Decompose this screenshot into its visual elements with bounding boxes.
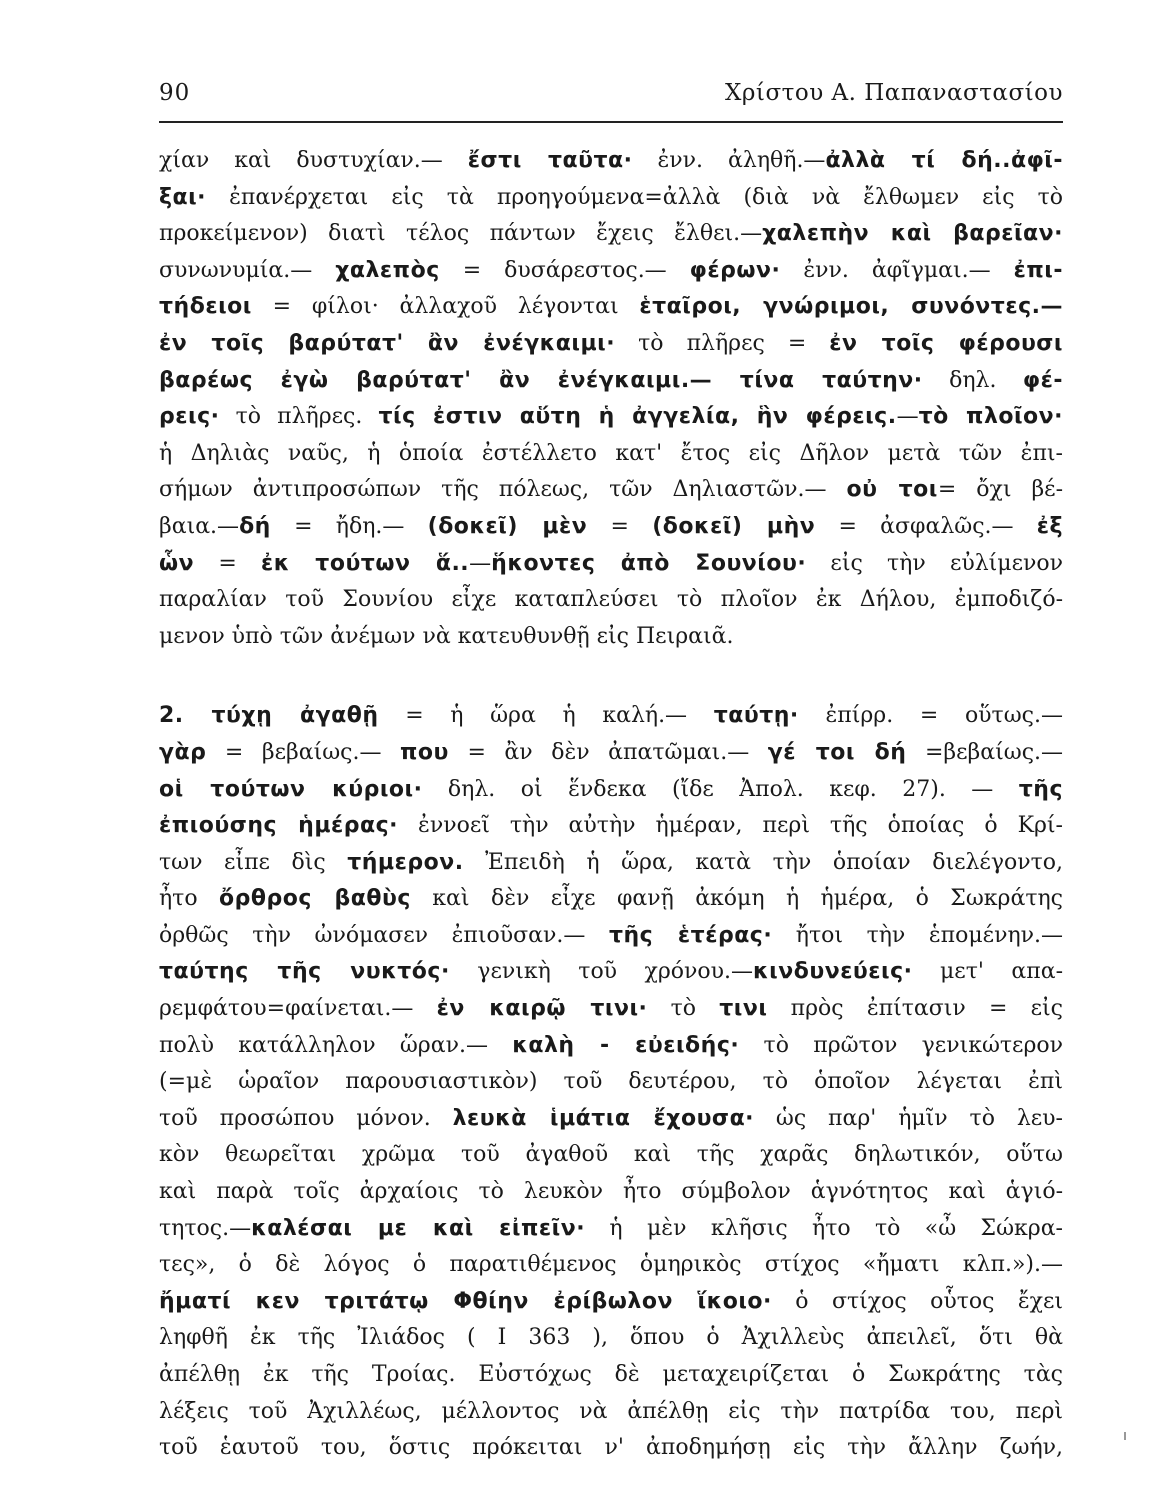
lemma-bold: 2. τύχῃ ἀγαθῇ (159, 703, 379, 729)
lemma-bold: ἐπιούσης ἡμέρας· (159, 813, 399, 839)
text-line (159, 143, 1063, 180)
text-run: = δυσάρεστος.— (439, 257, 690, 283)
text-run: σήμων ἀντιπροσώπων τῆς πόλεως, τῶν Δηλιαστῶν.— (159, 477, 847, 503)
text-line (159, 472, 1063, 509)
text-line (159, 1394, 1063, 1431)
text-line (159, 1137, 1063, 1174)
text-run: ἐπίρρ. = οὕτως.— (798, 703, 1063, 729)
text-run: τες», ὁ δὲ λόγος ὁ παρατιθέμενος ὁμηρικὸς στίχος «ἤματι κλπ.»).— (159, 1252, 1063, 1278)
lemma-bold: κινδυνεύεις· (753, 959, 913, 985)
lemma-bold: (δοκεῖ) μὲν (427, 513, 588, 539)
lemma-bold: ἥκοντες ἀπὸ Σουνίου· (491, 550, 807, 576)
lemma-bold: ἔστι ταῦτα· (467, 148, 633, 173)
text-line (159, 436, 1063, 473)
lemma-bold: καλὴ - εὐειδής· (512, 1032, 740, 1058)
text-line (159, 363, 1063, 400)
paragraph-gap (159, 655, 1063, 698)
text-run: μετ' απα- (912, 959, 1063, 985)
text-line (159, 881, 1063, 918)
margin-mark (1124, 1432, 1126, 1440)
commentary-text (159, 143, 1063, 1467)
lemma-bold: ἐπι- (1013, 257, 1063, 283)
text-run: ἡ μὲν κλῆσις ἦτο τὸ «ὦ Σώκρα- (585, 1215, 1063, 1241)
lemma-bold: οὐ τοι (846, 477, 938, 503)
text-run: — (896, 404, 919, 430)
text-run: ληφθῆ ἐκ τῆς Ἰλιάδος ( I 363 ), ὅπου ὁ Ἀχιλλεὺς ἀπειλεῖ, ὅτι θὰ (159, 1325, 1063, 1351)
lemma-bold: δή (239, 513, 271, 539)
text-run: τὸ πρῶτον γενικώτερον (739, 1032, 1063, 1058)
text-run: εἰς τὴν εὐλίμενον (806, 550, 1063, 576)
text-line (159, 546, 1063, 583)
lemma-bold: ἐκ τούτων ἅ.. (261, 550, 470, 576)
text-run: συνωνυμία.— (159, 257, 336, 283)
lemma-bold: που (400, 739, 449, 765)
text-run: ὀρθῶς τὴν ὠνόμασεν ἐπιοῦσαν.— (159, 922, 609, 948)
lemma-bold: ὧν (159, 550, 195, 576)
text-run: γενικὴ τοῦ χρόνου.— (449, 959, 754, 985)
running-head: Χρίστου Α. Παπαναστασίου (725, 80, 1063, 106)
lemma-bold: (δοκεῖ) μὴν (652, 513, 816, 539)
text-line (159, 735, 1063, 772)
text-line (159, 289, 1063, 326)
lemma-bold: τίς ἐστιν αὕτη ἡ ἀγγελία, ἣν φέρεις. (378, 404, 897, 430)
text-line (159, 772, 1063, 809)
lemma-bold: ξαι· (159, 184, 207, 210)
text-line (159, 1028, 1063, 1065)
text-run: ἤτοι τὴν ἑπομένην.— (772, 922, 1063, 948)
text-run: τοῦ ἑαυτοῦ του, ὅστις πρόκειται ν' ἀποδημήσῃ εἰς τὴν ἄλλην ζωήν, (159, 1435, 1063, 1461)
lemma-bold: ἐν τοῖς φέρουσι (829, 330, 1063, 356)
text-run: προκείμενον) διατὶ τέλος πάντων ἔχεις ἔλθει.— (159, 221, 763, 247)
lemma-bold: λευκὰ ἱμάτια ἔχουσα· (452, 1105, 755, 1131)
lemma-bold: ἐν καιρῷ τινι· (436, 996, 648, 1022)
text-run: =βεβαίως.— (906, 739, 1063, 765)
text-line (159, 509, 1063, 546)
text-run: ἐνν. ἀληθῆ.— (632, 148, 826, 173)
text-run: τὸ πλῆρες. (219, 404, 379, 430)
lemma-bold: οἱ τούτων κύριοι· (159, 776, 423, 802)
text-line (159, 1284, 1063, 1321)
text-line (159, 845, 1063, 882)
text-run: = ἂν δὲν ἀπατῶμαι.— (448, 739, 768, 765)
page-number: 90 (159, 80, 191, 106)
lemma-bold: φέ- (1022, 367, 1063, 393)
text-line (159, 399, 1063, 436)
text-run: τὸ (647, 996, 720, 1022)
text-run: των εἶπε δὶς (159, 849, 348, 875)
text-run: λέξεις τοῦ Ἀχιλλέως, μέλλοντος νὰ ἀπέλθῃ εἰς τὴν πατρίδα του, περὶ (159, 1398, 1063, 1424)
lemma-bold: τήμερον. (347, 849, 464, 875)
text-run: = ἡ ὥρα ἡ καλή.— (378, 703, 714, 729)
lemma-bold: ταύτης τῆς νυκτός· (159, 959, 450, 985)
lemma-bold: ἀλλὰ τί δή..ἀφῖ- (825, 148, 1063, 173)
text-line (159, 1320, 1063, 1357)
text-line (159, 1430, 1063, 1467)
text-run: = ὄχι βέ- (937, 477, 1063, 503)
text-line (159, 954, 1063, 991)
text-run: = (194, 550, 262, 576)
lemma-bold: γέ τοι δή (767, 739, 907, 765)
lemma-bold: χαλεπὸς (335, 257, 440, 283)
text-run: = φίλοι· ἀλλαχοῦ λέγονται (251, 294, 640, 320)
text-run: ἀπέλθῃ ἐκ τῆς Τροίας. Εὐστόχως δὲ μεταχειρίζεται ὁ Σωκράτης τὰς (159, 1362, 1063, 1387)
text-line (159, 180, 1063, 217)
lemma-bold: βαρέως ἐγὼ βαρύτατ' ἂν ἐνέγκαιμι.— τίνα ταύτην· (159, 367, 923, 393)
text-run: βαια.— (159, 513, 240, 539)
lemma-bold: τὸ πλοῖον· (918, 404, 1063, 430)
text-run: ρεμφάτου=φαίνεται.— (159, 996, 437, 1022)
text-line (159, 1211, 1063, 1248)
text-run: δηλ. οἱ ἕνδεκα (ἴδε Ἀπολ. κεφ. 27). — (422, 776, 1019, 802)
text-run: πρὸς ἐπίτασιν = εἰς (767, 996, 1063, 1022)
text-run: ὁ στίχος οὗτος ἔχει (771, 1288, 1063, 1314)
text-line (159, 1357, 1063, 1394)
text-line (159, 1247, 1063, 1284)
text-run: δηλ. (922, 367, 1023, 393)
text-line (159, 619, 1063, 656)
text-run: χίαν καὶ δυστυχίαν.— (159, 148, 468, 173)
text-run: τητος.— (159, 1215, 252, 1241)
text-run: τὸ πλῆρες = (615, 330, 830, 356)
text-run: κὸν θεωρεῖται χρῶμα τοῦ ἀγαθοῦ καὶ τῆς χαρᾶς δηλωτικόν, οὕτω (159, 1142, 1063, 1168)
text-line (159, 918, 1063, 955)
text-run: μενον ὑπὸ τῶν ἀνέμων νὰ κατευθυνθῇ εἰς Πειραιᾶ. (159, 623, 734, 649)
lemma-bold: γὰρ (159, 739, 207, 765)
text-run: ἦτο (159, 886, 220, 912)
text-line (159, 253, 1063, 290)
text-run: Ἐπειδὴ ἡ ὥρα, κατὰ τὴν ὁποίαν διελέγοντο, (463, 849, 1063, 875)
lemma-bold: ἤματί κεν τριτάτῳ Φθίην ἐρίβωλον ἵκοιο· (159, 1288, 772, 1314)
text-run: καὶ παρὰ τοῖς ἀρχαίοις τὸ λευκὸν ἦτο σύμβολον ἁγνότητος καὶ ἁγιό- (159, 1179, 1063, 1205)
lemma-bold: φέρων· (689, 257, 781, 283)
text-run: ὡς παρ' ἡμῖν τὸ λευ- (754, 1105, 1063, 1131)
page-header (159, 80, 1063, 114)
text-run: = ἤδη.— (270, 513, 428, 539)
text-run: = ἀσφαλῶς.— (815, 513, 1037, 539)
text-line (159, 808, 1063, 845)
text-run: τοῦ προσώπου μόνον. (159, 1105, 453, 1131)
text-line (159, 991, 1063, 1028)
text-line (159, 1101, 1063, 1138)
lemma-bold: ἐξ (1036, 513, 1063, 539)
text-run: ἐνν. ἀφῖγμαι.— (780, 257, 1014, 283)
text-run: καὶ δὲν εἶχε φανῇ ἀκόμη ἡ ἡμέρα, ὁ Σωκράτης (410, 886, 1063, 912)
lemma-bold: ἐν τοῖς βαρύτατ' ἂν ἐνέγκαιμι· (159, 330, 616, 356)
text-run: = (587, 513, 653, 539)
text-run: = βεβαίως.— (206, 739, 401, 765)
lemma-bold: τῆς ἑτέρας· (608, 922, 773, 948)
text-line (159, 216, 1063, 253)
text-run: ἐννοεῖ τὴν αὐτὴν ἡμέραν, περὶ τῆς ὁποίας ὁ Κρί- (398, 813, 1063, 839)
text-line (159, 582, 1063, 619)
lemma-bold: τήδειοι (159, 294, 252, 320)
text-run: πολὺ κατάλληλον ὥραν.— (159, 1032, 513, 1058)
lemma-bold: καλέσαι με καὶ εἰπεῖν· (251, 1215, 586, 1241)
text-run: — (469, 550, 492, 576)
lemma-bold: ταύτῃ· (713, 703, 799, 729)
header-rule (159, 121, 1063, 123)
text-run: παραλίαν τοῦ Σουνίου εἶχε καταπλεύσει τὸ πλοῖον ἐκ Δήλου, ἐμποδιζό- (159, 587, 1063, 613)
lemma-bold: ὄρθρος βαθὺς (219, 886, 411, 912)
lemma-bold: τῆς (1018, 776, 1063, 802)
lemma-bold: ρεις· (159, 404, 220, 430)
text-line (159, 698, 1063, 735)
text-line (159, 326, 1063, 363)
text-run: ἡ Δηλιὰς ναῦς, ἡ ὁποία ἐστέλλετο κατ' ἔτος εἰς Δῆλον μετὰ τῶν ἐπι- (159, 440, 1063, 466)
text-run: (=μὲ ὡραῖον παρουσιαστικὸν) τοῦ δευτέρου, τὸ ὁποῖον λέγεται ἐπὶ (159, 1069, 1063, 1095)
lemma-bold: χαλεπὴν καὶ βαρεῖαν· (762, 221, 1063, 247)
text-line (159, 1064, 1063, 1101)
text-line (159, 1174, 1063, 1211)
lemma-bold: ἑταῖροι, γνώριμοι, συνόντες.— (639, 294, 1063, 320)
lemma-bold: τινι (719, 996, 768, 1022)
text-run: ἐπανέρχεται εἰς τὰ προηγούμενα=ἀλλὰ (διὰ νὰ ἔλθωμεν εἰς τὸ (206, 184, 1063, 210)
